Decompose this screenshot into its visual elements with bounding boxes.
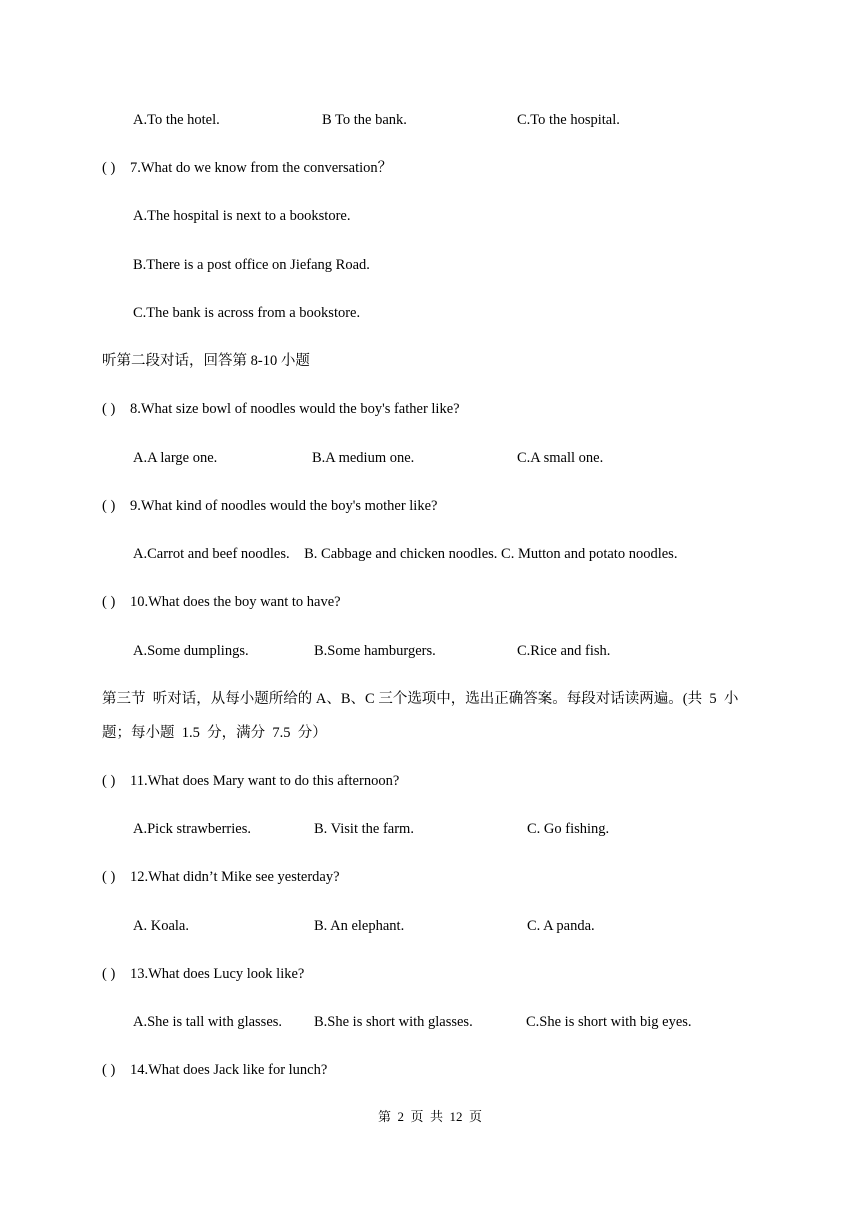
question-text: 7.What do we know from the conversation？ (130, 160, 393, 176)
answer-bracket: ( ) (102, 498, 116, 514)
options-row-q9: A.Carrot and beef noodles. B. Cabbage and chicken noodles. C. Mutton and potato noodles. (133, 546, 678, 562)
answer-bracket: ( ) (102, 160, 116, 176)
section-heading: 第三节 听对话，从每小题所给的 A、B、C 三个选项中，选出正确答案。每段对话读两遍。(共 5 小 (102, 691, 739, 707)
answer-bracket: ( ) (102, 401, 116, 417)
option-c: C. Go fishing. (527, 821, 610, 837)
option-b: B.A medium one. (312, 450, 415, 466)
option-a: A.She is tall with glasses. (133, 1014, 283, 1030)
option-b: B. Visit the farm. (314, 821, 414, 837)
option-c: C.The bank is across from a bookstore. (133, 305, 361, 321)
option-b: B.There is a post office on Jiefang Road. (133, 257, 370, 273)
option-b: B To the bank. (322, 112, 407, 128)
answer-bracket: ( ) (102, 966, 116, 982)
option-c: C.She is short with big eyes. (526, 1014, 692, 1030)
option-a: A. Koala. (133, 918, 189, 934)
answer-bracket: ( ) (102, 1062, 116, 1078)
question-text: 13.What does Lucy look like? (130, 966, 305, 982)
question-text: 9.What kind of noodles would the boy's mother like? (130, 498, 438, 514)
option-c: C.Rice and fish. (517, 643, 611, 659)
question-text: 8.What size bowl of noodles would the boy's father like? (130, 401, 460, 417)
section-heading-cont: 题；每小题 1.5 分，满分 7.5 分） (102, 725, 327, 741)
option-a: A.The hospital is next to a bookstore. (133, 208, 351, 224)
question-text: 11.What does Mary want to do this afternoon? (130, 773, 400, 789)
option-c: C.To the hospital. (517, 112, 620, 128)
page-footer: 第 2 页 共 12 页 (377, 1109, 482, 1124)
question-text: 14.What does Jack like for lunch? (130, 1062, 328, 1078)
option-a: A.To the hotel. (133, 112, 220, 128)
option-c: C. A panda. (527, 918, 595, 934)
option-a: A.Some dumplings. (133, 643, 249, 659)
answer-bracket: ( ) (102, 773, 116, 789)
answer-bracket: ( ) (102, 594, 116, 610)
option-a: A.Pick strawberries. (133, 821, 251, 837)
question-text: 12.What didn’t Mike see yesterday? (130, 869, 340, 885)
option-b: B.Some hamburgers. (314, 643, 436, 659)
option-b: B. An elephant. (314, 918, 405, 934)
option-a: A.A large one. (133, 450, 218, 466)
answer-bracket: ( ) (102, 869, 116, 885)
question-text: 10.What does the boy want to have? (130, 594, 341, 610)
option-b: B.She is short with glasses. (314, 1014, 473, 1030)
section-heading: 听第二段对话，回答第 8-10 小题 (102, 353, 310, 369)
option-c: C.A small one. (517, 450, 604, 466)
